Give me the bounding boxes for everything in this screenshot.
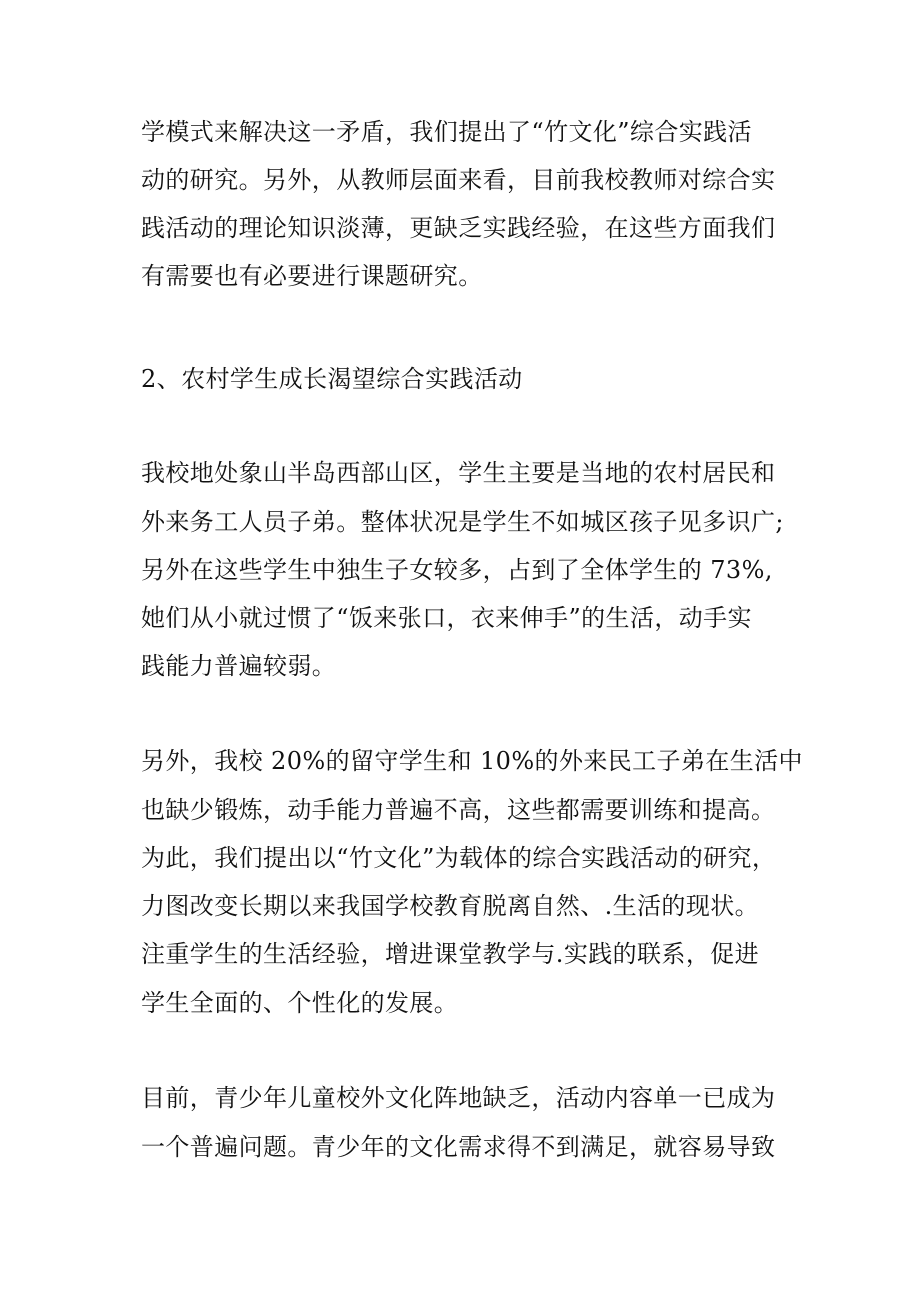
paragraph-3-line-1: 另外，我校 20%的留守学生和 10%的外来民工子弟在生活中 (141, 747, 803, 775)
paragraph-3-line-6: 学生全面的、个性化的发展。 (141, 989, 459, 1017)
paragraph-3-line-5: 注重学生的生活经验，增进课堂教学与.实践的联系，促进 (141, 940, 760, 968)
paragraph-1-line-1: 学模式来解决这一矛盾，我们提出了“竹文化”综合实践活 (141, 118, 752, 146)
paragraph-2-line-3: 另外在这些学生中独生子女较多，占到了全体学生的 73%, (141, 556, 773, 584)
section-heading: 2、农村学生成长渴望综合实践活动 (141, 365, 523, 393)
paragraph-1-line-4: 有需要也有必要进行课题研究。 (141, 262, 483, 290)
paragraph-1-line-3: 践活动的理论知识淡薄，更缺乏实践经验，在这些方面我们 (141, 214, 776, 242)
paragraph-3-line-4: 力图改变长期以来我国学校教育脱离自然、.生活的现状。 (141, 892, 760, 920)
paragraph-2-line-5: 践能力普遍较弱。 (141, 652, 337, 680)
paragraph-4-line-1: 目前，青少年儿童校外文化阵地缺乏，活动内容单一已成为 (141, 1084, 776, 1112)
paragraph-2-line-2: 外来务工人员子弟。整体状况是学生不如城区孩子见多识广; (141, 508, 784, 536)
paragraph-1-line-2: 动的研究。另外，从教师层面来看，目前我校教师对综合实 (141, 166, 776, 194)
paragraph-3-line-3: 为此，我们提出以“竹文化”为载体的综合实践活动的研究， (141, 844, 777, 872)
paragraph-4-line-2: 一个普遍问题。青少年的文化需求得不到满足，就容易导致 (141, 1133, 776, 1161)
paragraph-2-line-1: 我校地处象山半岛西部山区，学生主要是当地的农村居民和 (141, 459, 776, 487)
paragraph-2-line-4: 她们从小就过惯了“饭来张口，衣来伸手”的生活，动手实 (141, 604, 752, 632)
paragraph-3-line-2: 也缺少锻炼，动手能力普遍不高，这些都需要训练和提高。 (141, 796, 776, 824)
